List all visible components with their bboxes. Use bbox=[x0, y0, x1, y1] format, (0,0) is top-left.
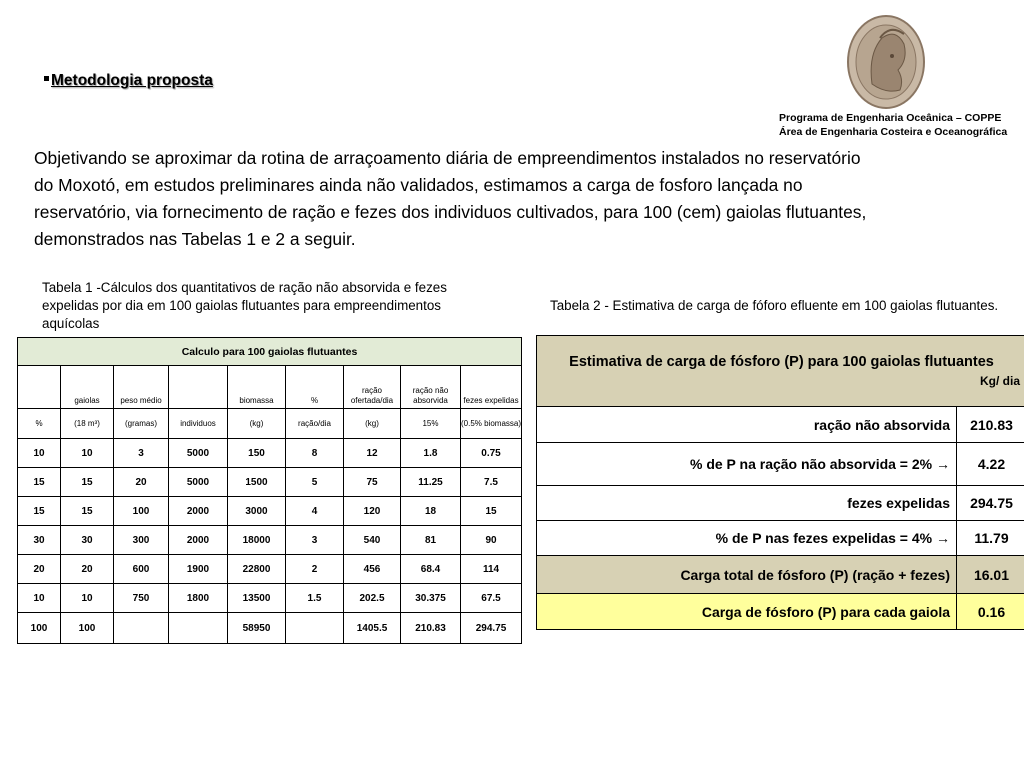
table2-header bbox=[537, 336, 1024, 407]
table1-subheader-cell: (0.5% biomassa) bbox=[461, 409, 522, 439]
table1-cell: 100 bbox=[114, 497, 169, 526]
program-line-2: Área de Engenharia Costeira e Oceanográfica bbox=[779, 126, 1008, 138]
table1-subheader-cell: 15% bbox=[401, 409, 461, 439]
table1-cell: 13500 bbox=[228, 584, 286, 613]
table1-subheader-cell: (kg) bbox=[228, 409, 286, 439]
table1-cell: 75 bbox=[344, 468, 401, 497]
table2 bbox=[536, 335, 1024, 630]
table1-header-cell: gaiolas bbox=[61, 366, 114, 409]
table1-cell: 600 bbox=[114, 555, 169, 584]
table2-value: 294.75 bbox=[957, 486, 1024, 521]
table1-row bbox=[18, 584, 522, 613]
table1-header-cell: fezes expelidas bbox=[461, 366, 522, 409]
table1-cell: 15 bbox=[18, 468, 61, 497]
table1-cell: 10 bbox=[18, 439, 61, 468]
table2-caption: Tabela 2 - Estimativa de carga de fóforo efluente em 100 gaiolas flutuantes. bbox=[550, 298, 999, 313]
university-seal-logo bbox=[846, 14, 926, 110]
section-heading-text: Metodologia proposta bbox=[51, 72, 213, 89]
table2-row bbox=[537, 443, 1024, 486]
table1-total-cell: 100 bbox=[18, 613, 61, 644]
table1-cell: 68.4 bbox=[401, 555, 461, 584]
table1-row bbox=[18, 468, 522, 497]
table1-header-cell: ração ofertada/dia bbox=[344, 366, 401, 409]
table1-cell: 30 bbox=[61, 526, 114, 555]
table2-header-text: Estimativa de carga de fósforo (P) para 100 gaiolas flutuantes bbox=[569, 354, 994, 370]
table2-label: ração não absorvida bbox=[537, 407, 957, 443]
table1-cell: 3 bbox=[286, 526, 344, 555]
table1-cell: 10 bbox=[61, 439, 114, 468]
table1-cell: 1.5 bbox=[286, 584, 344, 613]
table1-cell: 1500 bbox=[228, 468, 286, 497]
table1-total-cell: 210.83 bbox=[401, 613, 461, 644]
table1-total-cell bbox=[114, 613, 169, 644]
table1-cell: 120 bbox=[344, 497, 401, 526]
table1-cell: 8 bbox=[286, 439, 344, 468]
table1-subheader-cell: ração/dia bbox=[286, 409, 344, 439]
table1-cell: 30 bbox=[18, 526, 61, 555]
table1-cell: 15 bbox=[18, 497, 61, 526]
table1-cell: 3000 bbox=[228, 497, 286, 526]
table1-row bbox=[18, 439, 522, 468]
table1-total-row bbox=[18, 613, 522, 644]
table1 bbox=[17, 337, 522, 644]
table1-subheader-cell: (kg) bbox=[344, 409, 401, 439]
table2-value: 210.83 bbox=[957, 407, 1024, 443]
table1-title-row bbox=[18, 338, 522, 366]
table2-value: 11.79 bbox=[957, 521, 1024, 556]
program-info bbox=[779, 111, 1007, 139]
table1-row bbox=[18, 497, 522, 526]
intro-paragraph: Objetivando se aproximar da rotina de arraçoamento diária de empreendimentos instalados no reservatório do Moxotó, em estudos preliminares ainda não validados, estimamos a carga de fosforo lançada no reservatório, via fornecimento de ração e fezes dos individuos cultivados, para 100 (cem) gaiolas flutuantes, demonstrados nas Tabelas 1 e 2 a seguir. bbox=[34, 148, 867, 249]
table2-label: fezes expelidas bbox=[537, 486, 957, 521]
table1-cell: 15 bbox=[61, 497, 114, 526]
table1-cell: 2 bbox=[286, 555, 344, 584]
table1-header-cell: biomassa bbox=[228, 366, 286, 409]
table1-cell: 2000 bbox=[169, 497, 228, 526]
table1-cell: 300 bbox=[114, 526, 169, 555]
table1-cell: 1800 bbox=[169, 584, 228, 613]
table1-total-cell bbox=[169, 613, 228, 644]
table1-subheader-row bbox=[18, 409, 522, 439]
table1-cell: 10 bbox=[18, 584, 61, 613]
table2-value: 16.01 bbox=[957, 556, 1024, 594]
table1-total-cell: 100 bbox=[61, 613, 114, 644]
table1-total-cell: 58950 bbox=[228, 613, 286, 644]
table2-row bbox=[537, 594, 1024, 630]
table1-cell: 5 bbox=[286, 468, 344, 497]
table2-label: Carga total de fósforo (P) (ração + fezes) bbox=[537, 556, 957, 594]
table2-row bbox=[537, 486, 1024, 521]
table2-value: 0.16 bbox=[957, 594, 1024, 630]
table1-cell: 10 bbox=[61, 584, 114, 613]
bullet-icon bbox=[44, 76, 49, 81]
table1-row bbox=[18, 555, 522, 584]
table1-total-cell bbox=[286, 613, 344, 644]
program-line-1: Programa de Engenharia Oceânica – COPPE bbox=[779, 112, 1002, 124]
table1-header-cell bbox=[18, 366, 61, 409]
table2-label: % de P na ração não absorvida = 2% → bbox=[537, 443, 957, 486]
table1-title: Calculo para 100 gaiolas flutuantes bbox=[18, 338, 522, 366]
table1-cell: 90 bbox=[461, 526, 522, 555]
table1-cell: 114 bbox=[461, 555, 522, 584]
table2-label: Carga de fósforo (P) para cada gaiola bbox=[537, 594, 957, 630]
table1-cell: 540 bbox=[344, 526, 401, 555]
section-heading bbox=[44, 72, 213, 90]
table1-total-cell: 1405.5 bbox=[344, 613, 401, 644]
table1-cell: 3 bbox=[114, 439, 169, 468]
table2-row bbox=[537, 521, 1024, 556]
table1-cell: 12 bbox=[344, 439, 401, 468]
table2-value: 4.22 bbox=[957, 443, 1024, 486]
table1-cell: 4 bbox=[286, 497, 344, 526]
table1-subheader-cell: % bbox=[18, 409, 61, 439]
table1-cell: 750 bbox=[114, 584, 169, 613]
table1-caption: Tabela 1 -Cálculos dos quantitativos de ração não absorvida e fezes expelidas por dia em 100 gaiolas flutuantes para empreendimentos aquícolas bbox=[42, 280, 447, 331]
table1-cell: 0.75 bbox=[461, 439, 522, 468]
table1-header-cell: ração não absorvida bbox=[401, 366, 461, 409]
table2-label: % de P nas fezes expelidas = 4% → bbox=[537, 521, 957, 556]
table1-cell: 202.5 bbox=[344, 584, 401, 613]
table1-cell: 11.25 bbox=[401, 468, 461, 497]
table1-cell: 2000 bbox=[169, 526, 228, 555]
table1-row bbox=[18, 526, 522, 555]
table2-row bbox=[537, 556, 1024, 594]
table1-cell: 18 bbox=[401, 497, 461, 526]
table1-cell: 5000 bbox=[169, 439, 228, 468]
table1-cell: 1900 bbox=[169, 555, 228, 584]
table1-header-cell: peso médio bbox=[114, 366, 169, 409]
table2-row bbox=[537, 407, 1024, 443]
table1-cell: 5000 bbox=[169, 468, 228, 497]
table1-header-row bbox=[18, 366, 522, 409]
table1-cell: 20 bbox=[61, 555, 114, 584]
table1-cell: 20 bbox=[18, 555, 61, 584]
table1-cell: 456 bbox=[344, 555, 401, 584]
table1-cell: 150 bbox=[228, 439, 286, 468]
table2-unit: Kg/ dia bbox=[979, 374, 1020, 388]
table1-cell: 67.5 bbox=[461, 584, 522, 613]
table1-total-cell: 294.75 bbox=[461, 613, 522, 644]
table1-subheader-cell: (gramas) bbox=[114, 409, 169, 439]
table1-cell: 1.8 bbox=[401, 439, 461, 468]
table1-cell: 22800 bbox=[228, 555, 286, 584]
table1-header-cell: % bbox=[286, 366, 344, 409]
table1-cell: 20 bbox=[114, 468, 169, 497]
table1-subheader-cell: (18 m³) bbox=[61, 409, 114, 439]
table2-header-row bbox=[537, 336, 1024, 407]
table1-cell: 18000 bbox=[228, 526, 286, 555]
table1-cell: 81 bbox=[401, 526, 461, 555]
table1-cell: 15 bbox=[461, 497, 522, 526]
table1-header-cell bbox=[169, 366, 228, 409]
table1-subheader-cell: individuos bbox=[169, 409, 228, 439]
table1-cell: 15 bbox=[61, 468, 114, 497]
table1-cell: 30.375 bbox=[401, 584, 461, 613]
table1-cell: 7.5 bbox=[461, 468, 522, 497]
